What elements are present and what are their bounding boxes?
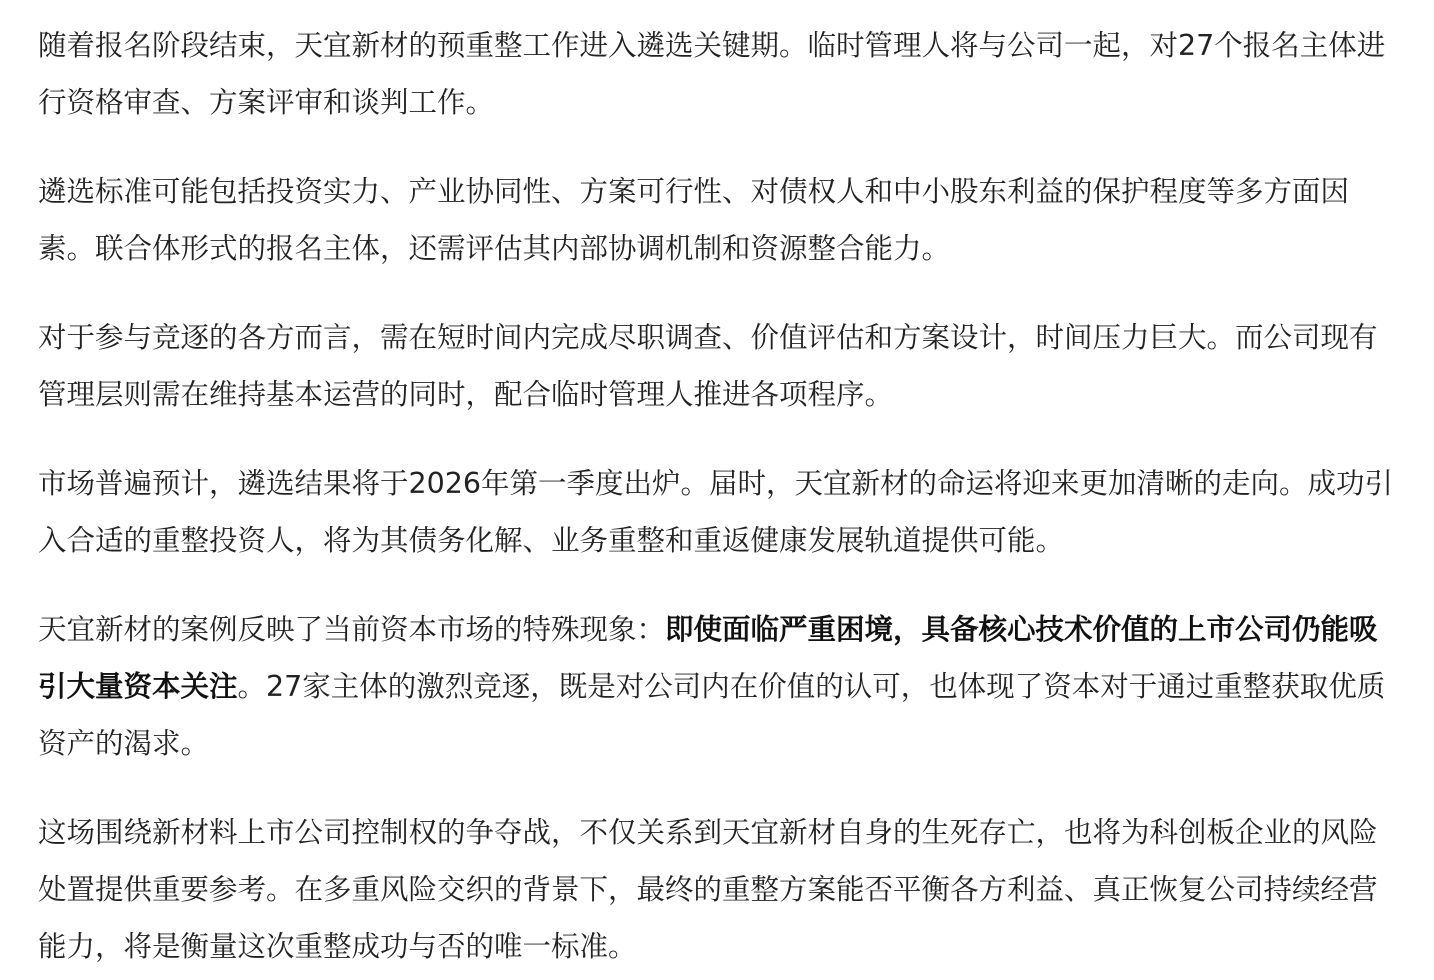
paragraph-trailing-text: 。27家主体的激烈竞逐，既是对公司内在价值的认可，也体现了资本对于通过重整获取优质资产的渴求。	[38, 670, 1386, 760]
highlighted-statement: 即使面临严重困境，具备核心技术价值的上市公司仍能吸引大量资本关注	[38, 613, 1378, 703]
paragraph-selection-criteria: 遴选标准可能包括投资实力、产业协同性、方案可行性、对债权人和中小股东利益的保护程度等多方面因素。联合体形式的报名主体，还需评估其内部协调机制和资源整合能力。	[38, 175, 1350, 265]
paragraph-expected-result: 市场普遍预计，遴选结果将于2026年第一季度出炉。届时，天宜新材的命运将迎来更加清晰的走向。成功引入合适的重整投资人，将为其债务化解、业务重整和重返健康发展轨道提供可能。	[38, 467, 1394, 557]
paragraph-market-phenomenon	[38, 601, 1396, 772]
paragraph-selection-phase: 随着报名阶段结束，天宜新材的预重整工作进入遴选关键期。临时管理人将与公司一起，对27个报名主体进行资格审查、方案评审和谈判工作。	[38, 29, 1386, 119]
paragraph-time-pressure: 对于参与竞逐的各方而言，需在短时间内完成尽职调查、价值评估和方案设计，时间压力巨大。而公司现有管理层则需在维持基本运营的同时，配合临时管理人推进各项程序。	[38, 321, 1378, 411]
paragraph-intro-text: 天宜新材的案例反映了当前资本市场的特殊现象：	[38, 613, 666, 646]
paragraph-conclusion: 这场围绕新材料上市公司控制权的争夺战，不仅关系到天宜新材自身的生死存亡，也将为科创板企业的风险处置提供重要参考。在多重风险交织的背景下，最终的重整方案能否平衡各方利益、真正恢复公司持续经营能力，将是衡量这次重整成功与否的唯一标准。	[38, 816, 1378, 963]
